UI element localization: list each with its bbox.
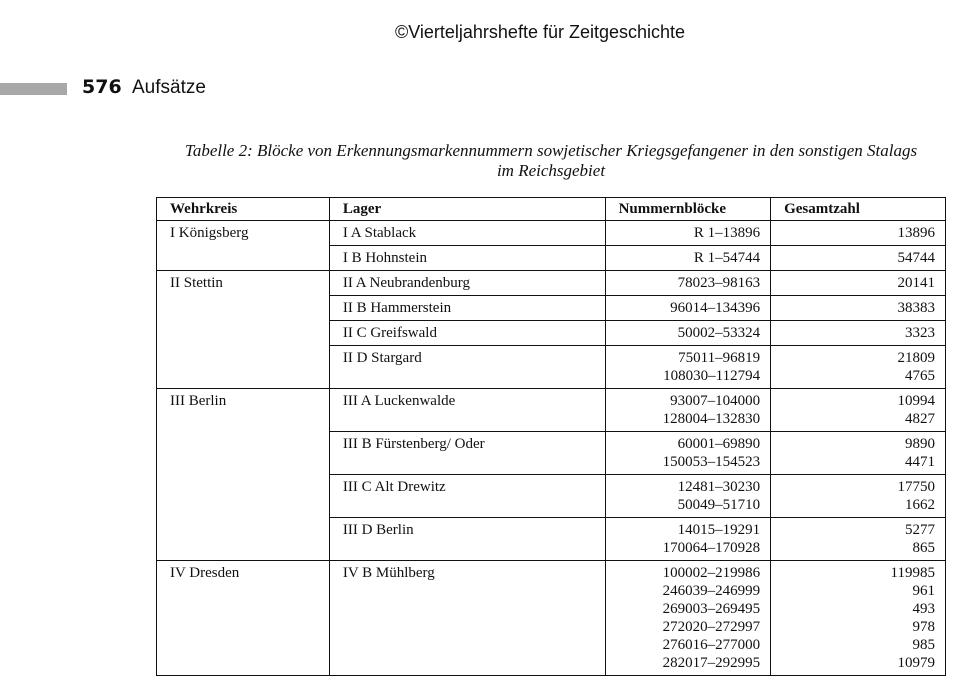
cell-nummernbloecke bbox=[605, 475, 771, 518]
table-row bbox=[157, 321, 946, 346]
cell-lager: II A Neubrandenburg bbox=[329, 271, 605, 296]
header-bar bbox=[0, 83, 67, 95]
gesamtzahl-value: 5277 bbox=[905, 522, 935, 538]
cell-wehrkreis bbox=[157, 346, 330, 389]
gesamtzahl-value: 4827 bbox=[905, 411, 935, 427]
cell-lager: II D Stargard bbox=[329, 346, 605, 389]
cell-gesamtzahl bbox=[771, 518, 946, 561]
page-number: 576 bbox=[82, 76, 122, 98]
column-header-lager: Lager bbox=[329, 198, 605, 221]
table-row bbox=[157, 475, 946, 518]
table-row bbox=[157, 518, 946, 561]
nummernblock-value: 14015–19291 bbox=[677, 522, 761, 538]
nummernblock-value: 128004–132830 bbox=[662, 411, 761, 427]
gesamtzahl-value: 4471 bbox=[905, 454, 935, 470]
table-row bbox=[157, 346, 946, 389]
gesamtzahl-value: 493 bbox=[912, 601, 935, 617]
nummernblock-value: 60001–69890 bbox=[677, 436, 761, 452]
nummernblock-value: 50049–51710 bbox=[677, 497, 761, 513]
cell-gesamtzahl bbox=[771, 221, 946, 246]
nummernblock-value: 96014–134396 bbox=[670, 300, 761, 316]
table-header-row bbox=[157, 198, 946, 221]
cell-wehrkreis bbox=[157, 475, 330, 518]
nummernblock-value: 108030–112794 bbox=[663, 368, 761, 384]
cell-lager: III B Fürstenberg/ Oder bbox=[329, 432, 605, 475]
nummernblock-value: 170064–170928 bbox=[662, 540, 761, 556]
watermark: ©Vierteljahrshefte für Zeitgeschichte bbox=[394, 22, 686, 42]
gesamtzahl-value: 978 bbox=[912, 619, 935, 635]
cell-gesamtzahl bbox=[771, 321, 946, 346]
table-row bbox=[157, 221, 946, 246]
table-row bbox=[157, 389, 946, 432]
table-row bbox=[157, 246, 946, 271]
cell-nummernbloecke bbox=[605, 432, 771, 475]
table-caption bbox=[156, 141, 946, 181]
section-title: Aufsätze bbox=[132, 77, 206, 98]
cell-lager: III D Berlin bbox=[329, 518, 605, 561]
gesamtzahl-value: 10994 bbox=[897, 393, 935, 409]
nummernblock-value: 75011–96819 bbox=[678, 350, 761, 366]
cell-nummernbloecke bbox=[605, 271, 771, 296]
cell-nummernbloecke bbox=[605, 221, 771, 246]
column-header-wehrkreis: Wehrkreis bbox=[157, 198, 330, 221]
cell-gesamtzahl bbox=[771, 432, 946, 475]
gesamtzahl-value: 17750 bbox=[897, 479, 935, 495]
nummernblock-value: 276016–277000 bbox=[662, 637, 761, 653]
cell-lager: IV B Mühlberg bbox=[329, 561, 605, 676]
gesamtzahl-value: 10979 bbox=[897, 655, 935, 671]
cell-gesamtzahl bbox=[771, 346, 946, 389]
cell-wehrkreis: IV Dresden bbox=[157, 561, 330, 676]
cell-lager: III A Luckenwalde bbox=[329, 389, 605, 432]
nummernblock-value: 282017–292995 bbox=[662, 655, 761, 671]
cell-nummernbloecke bbox=[605, 561, 771, 676]
cell-gesamtzahl bbox=[771, 246, 946, 271]
gesamtzahl-value: 13896 bbox=[897, 225, 935, 241]
gesamtzahl-value: 119985 bbox=[890, 565, 935, 581]
cell-lager: III C Alt Drewitz bbox=[329, 475, 605, 518]
gesamtzahl-value: 1662 bbox=[905, 497, 935, 513]
cell-nummernbloecke bbox=[605, 246, 771, 271]
cell-lager: I A Stablack bbox=[329, 221, 605, 246]
table-row bbox=[157, 271, 946, 296]
table-row bbox=[157, 296, 946, 321]
cell-gesamtzahl bbox=[771, 561, 946, 676]
cell-gesamtzahl bbox=[771, 475, 946, 518]
column-header-nummernbloecke: Nummernblöcke bbox=[605, 198, 771, 221]
cell-wehrkreis bbox=[157, 296, 330, 321]
nummernblock-value: R 1–54744 bbox=[693, 250, 761, 266]
cell-gesamtzahl bbox=[771, 389, 946, 432]
nummernblock-value: R 1–13896 bbox=[693, 225, 761, 241]
data-table bbox=[156, 197, 946, 676]
gesamtzahl-value: 9890 bbox=[905, 436, 935, 452]
nummernblock-value: 272020–272997 bbox=[662, 619, 761, 635]
cell-wehrkreis: III Berlin bbox=[157, 389, 330, 432]
cell-lager: II B Hammerstein bbox=[329, 296, 605, 321]
gesamtzahl-value: 54744 bbox=[897, 250, 935, 266]
gesamtzahl-value: 3323 bbox=[905, 325, 935, 341]
nummernblock-value: 246039–246999 bbox=[662, 583, 761, 599]
cell-wehrkreis: I Königsberg bbox=[157, 221, 330, 246]
cell-wehrkreis bbox=[157, 432, 330, 475]
gesamtzahl-value: 865 bbox=[912, 540, 935, 556]
table-row bbox=[157, 561, 946, 676]
cell-wehrkreis bbox=[157, 246, 330, 271]
cell-wehrkreis bbox=[157, 321, 330, 346]
cell-lager: I B Hohnstein bbox=[329, 246, 605, 271]
table-body bbox=[157, 221, 946, 676]
gesamtzahl-value: 985 bbox=[912, 637, 935, 653]
gesamtzahl-value: 4765 bbox=[905, 368, 935, 384]
nummernblock-value: 78023–98163 bbox=[677, 275, 761, 291]
nummernblock-value: 12481–30230 bbox=[677, 479, 761, 495]
cell-nummernbloecke bbox=[605, 321, 771, 346]
cell-gesamtzahl bbox=[771, 296, 946, 321]
cell-wehrkreis bbox=[157, 518, 330, 561]
cell-lager: II C Greifswald bbox=[329, 321, 605, 346]
cell-nummernbloecke bbox=[605, 518, 771, 561]
caption-line-1: Tabelle 2: Blöcke von Erkennungsmarkennummern sowjetischer Kriegsgefangener in den sonstigen Stalags bbox=[184, 141, 918, 160]
column-header-gesamtzahl: Gesamtzahl bbox=[771, 198, 946, 221]
cell-wehrkreis: II Stettin bbox=[157, 271, 330, 296]
cell-gesamtzahl bbox=[771, 271, 946, 296]
gesamtzahl-value: 20141 bbox=[897, 275, 935, 291]
nummernblock-value: 269003–269495 bbox=[662, 601, 761, 617]
caption-line-2: im Reichsgebiet bbox=[496, 161, 606, 180]
nummernblock-value: 100002–219986 bbox=[662, 565, 761, 581]
cell-nummernbloecke bbox=[605, 296, 771, 321]
cell-nummernbloecke bbox=[605, 346, 771, 389]
nummernblock-value: 93007–104000 bbox=[670, 393, 761, 409]
nummernblock-value: 150053–154523 bbox=[662, 454, 761, 470]
gesamtzahl-value: 961 bbox=[912, 583, 935, 599]
gesamtzahl-value: 21809 bbox=[897, 350, 935, 366]
table-row bbox=[157, 432, 946, 475]
cell-nummernbloecke bbox=[605, 389, 771, 432]
nummernblock-value: 50002–53324 bbox=[677, 325, 761, 341]
gesamtzahl-value: 38383 bbox=[897, 300, 935, 316]
